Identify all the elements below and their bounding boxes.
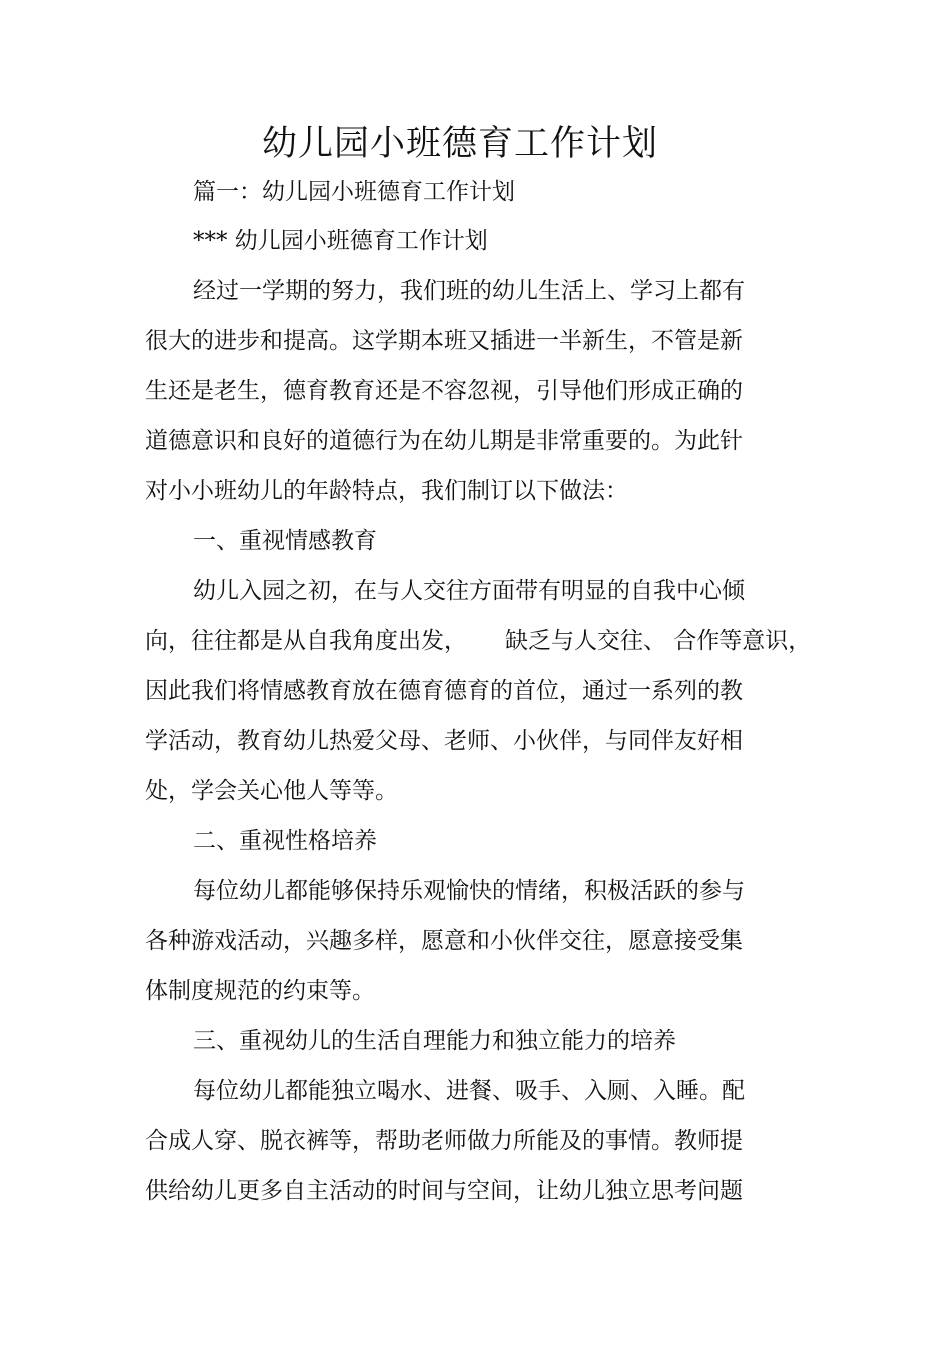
paragraph-line: 道德意识和良好的道德行为在幼儿期是非常重要的。为此针 <box>145 428 743 454</box>
section-heading-line: *** 幼儿园小班德育工作计划 <box>193 228 488 254</box>
section-heading-line: 二、重视性格培养 <box>193 828 377 854</box>
paragraph-line: 因此我们将情感教育放在德育德育的首位，通过一系列的教 <box>145 678 743 704</box>
paragraph-line: 学活动，教育幼儿热爱父母、老师、小伙伴，与同伴友好相 <box>145 728 743 754</box>
paragraph-line: 经过一学期的努力，我们班的幼儿生活上、学习上都有 <box>193 278 745 304</box>
paragraph-line: 生还是老生，德育教育还是不容忽视，引导他们形成正确的 <box>145 378 743 404</box>
paragraph-line-part: 向，往往都是从自我角度出发， <box>145 628 467 654</box>
paragraph-line: 幼儿入园之初，在与人交往方面带有明显的自我中心倾 <box>193 578 745 604</box>
paragraph-line-part: 缺乏与人交往、 合作等意识， <box>505 628 812 654</box>
paragraph-line: 每位幼儿都能够保持乐观愉快的情绪，积极活跃的参与 <box>193 878 745 904</box>
paragraph-line: 很大的进步和提高。这学期本班又插进一半新生，不管是新 <box>145 328 743 354</box>
section-heading-line: 一、重视情感教育 <box>193 528 377 554</box>
paragraph-line: 对小小班幼儿的年龄特点，我们制订以下做法： <box>145 478 628 504</box>
paragraph-line <box>145 624 811 658</box>
paragraph-line: 每位幼儿都能独立喝水、进餐、吸手、入厕、入睡。配 <box>193 1078 745 1104</box>
paragraph-line: 体制度规范的约束等。 <box>145 978 375 1004</box>
paragraph-line: 各种游戏活动，兴趣多样，愿意和小伙伴交往，愿意接受集 <box>145 928 743 954</box>
subtitle-line: 篇一：幼儿园小班德育工作计划 <box>193 179 515 205</box>
section-heading-line: 三、重视幼儿的生活自理能力和独立能力的培养 <box>193 1028 676 1054</box>
paragraph-line: 供给幼儿更多自主活动的时间与空间，让幼儿独立思考问题 <box>145 1178 743 1204</box>
paragraph-line: 处，学会关心他人等等。 <box>145 778 398 804</box>
paragraph-line: 合成人穿、脱衣裤等，帮助老师做力所能及的事情。教师提 <box>145 1128 743 1154</box>
document-title: 幼儿园小班德育工作计划 <box>261 124 658 164</box>
